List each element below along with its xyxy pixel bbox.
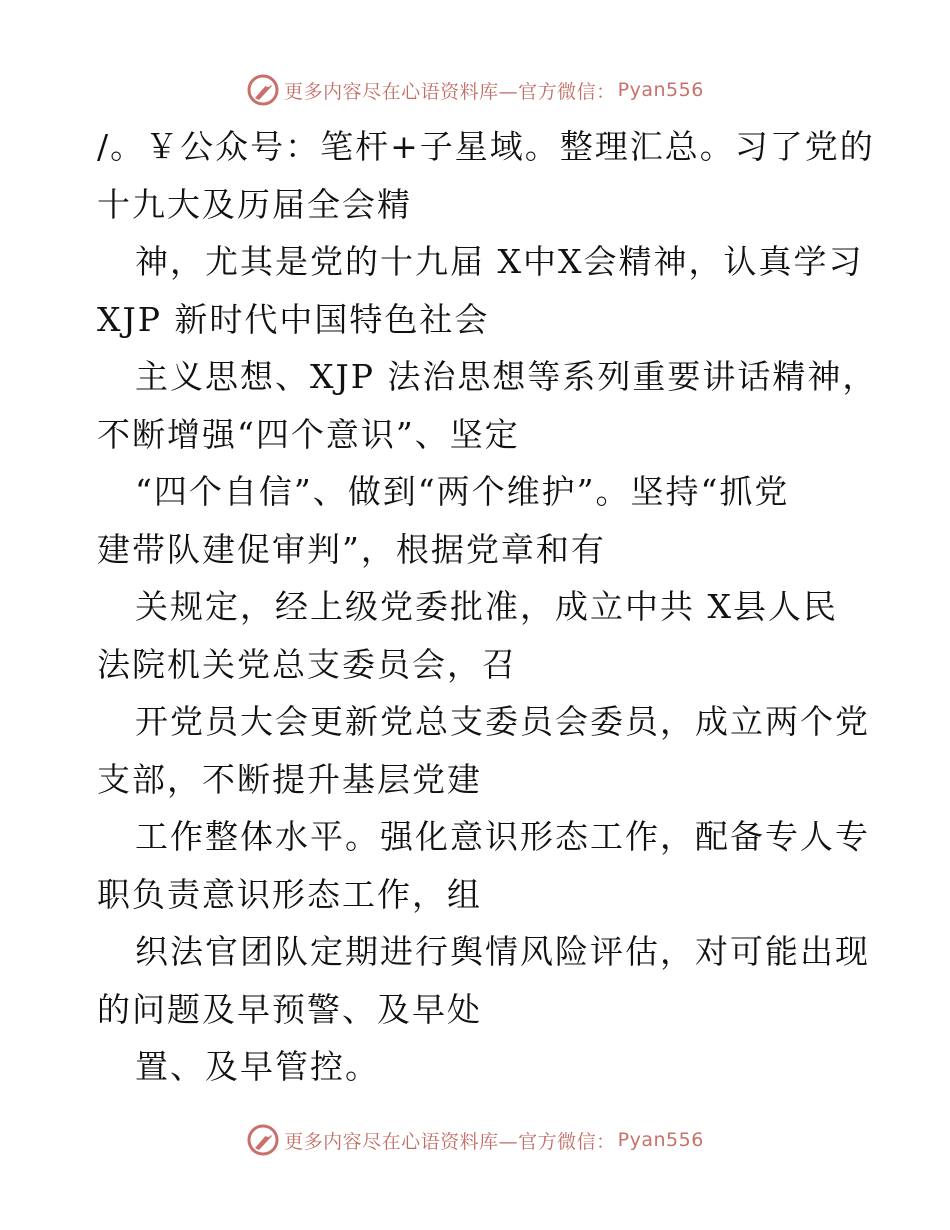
text-line: 置、及早管控。	[135, 1047, 380, 1086]
pen-circle-logo-icon	[246, 1123, 280, 1157]
text-line: “四个自信”、做到“两个维护”。坚持“抓党	[135, 472, 790, 511]
text-line: 的问题及早预警、及早处	[97, 989, 482, 1029]
text-line: 织法官团队定期进行舆情风险评估，对可能出现	[135, 932, 870, 971]
watermark-text-en: Pyan556	[617, 1129, 704, 1151]
document-body	[97, 118, 878, 1096]
watermark-text-cn: 更多内容尽在心语资料库—官方微信：	[284, 80, 616, 103]
text-line: 法院机关党总支委员会，召	[97, 644, 517, 684]
watermark-text-cn: 更多内容尽在心语资料库—官方微信：	[284, 1130, 616, 1153]
watermark-text-en: Pyan556	[617, 79, 704, 101]
text-line: 不断增强“四个意识”、坚定	[97, 414, 520, 454]
footer-watermark	[0, 1120, 950, 1160]
text-line: 十九大及历届全会精	[97, 184, 412, 224]
text-line: 神，尤其是党的十九届 X中X会精神，认真学习	[135, 242, 864, 281]
text-line: 关规定，经上级党委批准，成立中共 X县人民	[135, 587, 838, 626]
pen-circle-logo-icon	[246, 73, 280, 107]
text-line: /。￥公众号：笔杆+子星域。整理汇总。习了党的	[97, 127, 875, 166]
text-line: 开党员大会更新党总支委员会委员，成立两个党	[135, 702, 870, 741]
text-line: 职负责意识形态工作，组	[97, 874, 482, 914]
text-line: 支部，不断提升基层党建	[97, 759, 482, 799]
text-line: 主义思想、XJP 法治思想等系列重要讲话精神，	[135, 357, 878, 396]
header-watermark	[0, 70, 950, 110]
text-line: 建带队建促审判”，根据党章和有	[97, 529, 606, 569]
text-line: 工作整体水平。强化意识形态工作，配备专人专	[135, 817, 870, 856]
text-line: XJP 新时代中国特色社会	[97, 299, 490, 339]
